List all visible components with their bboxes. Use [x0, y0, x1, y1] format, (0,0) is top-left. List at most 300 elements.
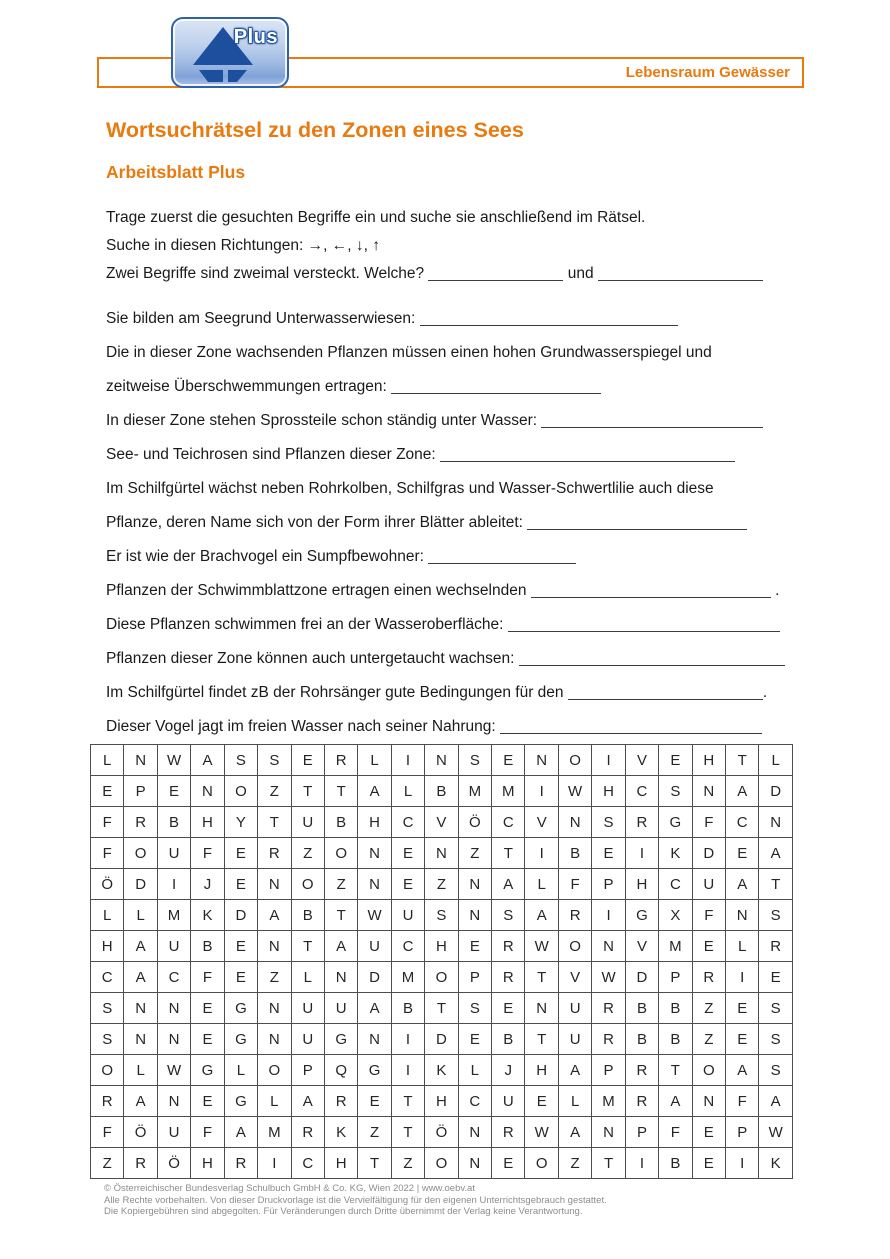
grid-cell: B [191, 931, 224, 962]
grid-cell: M [391, 962, 424, 993]
grid-cell: B [291, 900, 324, 931]
grid-cell: S [258, 745, 291, 776]
grid-cell: S [592, 807, 625, 838]
grid-cell: H [191, 807, 224, 838]
grid-cell: W [157, 745, 190, 776]
grid-row [91, 745, 793, 776]
grid-cell: R [625, 807, 658, 838]
grid-cell: R [124, 1148, 157, 1179]
grid-cell: E [592, 838, 625, 869]
grid-cell: C [659, 869, 692, 900]
grid-cell: E [692, 931, 725, 962]
grid-cell: A [224, 1117, 257, 1148]
grid-cell: B [391, 993, 424, 1024]
grid-cell: N [692, 1086, 725, 1117]
grid-cell: U [291, 993, 324, 1024]
grid-cell: I [391, 1055, 424, 1086]
grid-cell: L [391, 776, 424, 807]
grid-cell: Z [258, 962, 291, 993]
grid-cell: A [324, 931, 357, 962]
grid-cell: A [726, 1055, 759, 1086]
word-search-grid [90, 744, 793, 1179]
grid-cell: T [525, 962, 558, 993]
grid-cell: O [91, 1055, 124, 1086]
line-text: und [563, 265, 598, 282]
grid-cell: Z [391, 1148, 424, 1179]
line-text: Trage zuerst die gesuchten Begriffe ein und suche sie anschließend im Rätsel. [106, 209, 646, 226]
grid-cell: B [157, 807, 190, 838]
grid-cell: I [525, 776, 558, 807]
grid-cell: Z [258, 776, 291, 807]
grid-cell: N [525, 745, 558, 776]
grid-cell: R [324, 745, 357, 776]
grid-cell: L [258, 1086, 291, 1117]
grid-cell: W [525, 931, 558, 962]
grid-cell: D [425, 1024, 458, 1055]
grid-cell: E [391, 869, 424, 900]
grid-cell: Ö [458, 807, 491, 838]
grid-cell: F [692, 807, 725, 838]
grid-cell: D [224, 900, 257, 931]
grid-cell: P [659, 962, 692, 993]
grid-cell: T [759, 869, 792, 900]
line-text: . [770, 582, 780, 599]
grid-cell: P [592, 869, 625, 900]
grid-cell: F [191, 962, 224, 993]
grid-cell: H [358, 807, 391, 838]
grid-cell: F [91, 838, 124, 869]
grid-row [91, 1086, 793, 1117]
grid-cell: M [258, 1117, 291, 1148]
question-line [106, 438, 890, 472]
grid-cell: B [558, 838, 591, 869]
grid-cell: U [324, 993, 357, 1024]
answer-blank[interactable] [391, 379, 601, 394]
grid-cell: D [124, 869, 157, 900]
grid-cell: N [157, 1086, 190, 1117]
line-text: Im Schilfgürtel wächst neben Rohrkolben, Schilfgras und Wasser-Schwertlilie auch diese [106, 480, 714, 497]
grid-cell: B [659, 1148, 692, 1179]
grid-cell: A [759, 1086, 792, 1117]
question-line [106, 404, 890, 438]
grid-cell: T [659, 1055, 692, 1086]
grid-cell: L [458, 1055, 491, 1086]
grid-cell: P [291, 1055, 324, 1086]
grid-row [91, 1024, 793, 1055]
grid-cell: R [324, 1086, 357, 1117]
grid-cell: T [391, 1086, 424, 1117]
grid-cell: L [91, 900, 124, 931]
grid-cell: I [391, 745, 424, 776]
grid-cell: Z [692, 993, 725, 1024]
grid-cell: K [324, 1117, 357, 1148]
line-text: Zwei Begriffe sind zweimal versteckt. Welche? [106, 265, 429, 282]
grid-cell: N [759, 807, 792, 838]
grid-cell: R [625, 1086, 658, 1117]
grid-cell: N [558, 807, 591, 838]
grid-cell: E [726, 1024, 759, 1055]
footer-line: © Österreichischer Bundesverlag Schulbuch GmbH & Co. KG, Wien 2022 | www.oebv.at [104, 1183, 475, 1194]
line-text: . [762, 684, 768, 701]
topic-banner-label: Lebensraum Gewässer [625, 64, 790, 81]
grid-cell: B [625, 993, 658, 1024]
grid-cell: C [291, 1148, 324, 1179]
grid-cell: E [726, 993, 759, 1024]
grid-cell: G [625, 900, 658, 931]
grid-cell: N [458, 900, 491, 931]
question-line [106, 336, 890, 370]
grid-cell: O [324, 838, 357, 869]
line-text: Diese Pflanzen schwimmen frei an der Wasseroberfläche: [106, 616, 508, 633]
grid-cell: R [592, 993, 625, 1024]
grid-cell: S [759, 993, 792, 1024]
grid-cell: I [391, 1024, 424, 1055]
grid-cell: N [458, 869, 491, 900]
grid-cell: R [625, 1055, 658, 1086]
grid-cell: D [358, 962, 391, 993]
grid-cell: G [224, 993, 257, 1024]
grid-cell: N [525, 993, 558, 1024]
grid-cell: B [492, 1024, 525, 1055]
grid-cell: F [659, 1117, 692, 1148]
grid-cell: G [324, 1024, 357, 1055]
grid-cell: T [492, 838, 525, 869]
grid-cell: Ö [91, 869, 124, 900]
grid-cell: Q [324, 1055, 357, 1086]
grid-cell: O [558, 745, 591, 776]
grid-cell: E [224, 931, 257, 962]
grid-cell: V [625, 745, 658, 776]
grid-cell: C [391, 807, 424, 838]
grid-cell: N [157, 993, 190, 1024]
grid-row [91, 776, 793, 807]
line-text: zeitweise Überschwemmungen ertragen: [106, 378, 392, 395]
question-line [106, 642, 890, 676]
grid-cell: L [759, 745, 792, 776]
grid-cell: E [191, 993, 224, 1024]
answer-blank[interactable] [598, 266, 763, 281]
question-line [106, 302, 890, 336]
grid-cell: R [291, 1117, 324, 1148]
answer-blank[interactable] [508, 617, 780, 632]
grid-cell: D [692, 838, 725, 869]
grid-cell: A [124, 962, 157, 993]
grid-cell: G [659, 807, 692, 838]
grid-cell: E [759, 962, 792, 993]
logo-plus-label: Plus [233, 26, 278, 48]
grid-cell: U [358, 931, 391, 962]
intro-line [106, 204, 890, 232]
grid-cell: J [191, 869, 224, 900]
grid-cell: E [224, 838, 257, 869]
grid-cell: T [258, 807, 291, 838]
grid-cell: W [558, 776, 591, 807]
page-title: Wortsuchrätsel zu den Zonen eines Sees [106, 118, 524, 142]
grid-cell: G [358, 1055, 391, 1086]
grid-cell: Y [224, 807, 257, 838]
grid-cell: Z [324, 869, 357, 900]
grid-row [91, 869, 793, 900]
grid-cell: F [692, 900, 725, 931]
grid-cell: P [458, 962, 491, 993]
grid-cell: V [558, 962, 591, 993]
grid-cell: O [224, 776, 257, 807]
grid-cell: L [224, 1055, 257, 1086]
grid-cell: E [458, 1024, 491, 1055]
grid-cell: A [726, 776, 759, 807]
grid-cell: R [558, 900, 591, 931]
grid-cell: M [492, 776, 525, 807]
grid-cell: E [157, 776, 190, 807]
grid-cell: O [124, 838, 157, 869]
grid-cell: C [458, 1086, 491, 1117]
grid-cell: Z [458, 838, 491, 869]
grid-cell: B [425, 776, 458, 807]
grid-cell: A [558, 1117, 591, 1148]
line-text: Suche in diesen Richtungen: →, ←, ↓, ↑ [106, 237, 380, 254]
grid-cell: U [157, 1117, 190, 1148]
grid-cell: S [759, 1055, 792, 1086]
grid-cell: P [124, 776, 157, 807]
grid-cell: C [157, 962, 190, 993]
grid-cell: U [558, 1024, 591, 1055]
grid-cell: G [224, 1086, 257, 1117]
grid-cell: F [726, 1086, 759, 1117]
grid-cell: U [291, 807, 324, 838]
grid-cell: A [492, 869, 525, 900]
question-line [106, 472, 890, 506]
grid-cell: E [91, 776, 124, 807]
grid-cell: N [191, 776, 224, 807]
grid-cell: N [425, 745, 458, 776]
grid-cell: M [659, 931, 692, 962]
grid-cell: Z [358, 1117, 391, 1148]
grid-cell: O [525, 1148, 558, 1179]
grid-cell: T [324, 776, 357, 807]
grid-cell: N [124, 745, 157, 776]
grid-cell: I [726, 1148, 759, 1179]
grid-cell: N [358, 1024, 391, 1055]
grid-cell: X [659, 900, 692, 931]
grid-cell: R [258, 838, 291, 869]
oebv-plus-logo [171, 17, 289, 88]
grid-cell: E [191, 1086, 224, 1117]
grid-cell: A [258, 900, 291, 931]
grid-cell: N [124, 1024, 157, 1055]
grid-cell: E [191, 1024, 224, 1055]
grid-cell: H [525, 1055, 558, 1086]
grid-row [91, 931, 793, 962]
grid-cell: E [692, 1148, 725, 1179]
grid-cell: T [391, 1117, 424, 1148]
grid-cell: R [759, 931, 792, 962]
grid-cell: S [224, 745, 257, 776]
grid-cell: H [425, 931, 458, 962]
grid-cell: N [157, 1024, 190, 1055]
question-line [106, 676, 890, 710]
question-line [106, 710, 890, 744]
grid-cell: V [425, 807, 458, 838]
grid-cell: R [124, 807, 157, 838]
grid-cell: C [726, 807, 759, 838]
grid-cell: S [492, 900, 525, 931]
answer-blank[interactable] [428, 549, 576, 564]
grid-cell: Ö [157, 1148, 190, 1179]
grid-cell: T [324, 900, 357, 931]
grid-cell: I [258, 1148, 291, 1179]
grid-cell: S [91, 1024, 124, 1055]
grid-cell: F [191, 838, 224, 869]
grid-cell: U [391, 900, 424, 931]
footer-line: Alle Rechte vorbehalten. Von dieser Druckvorlage ist die Vervielfältigung für den eigenen Unterrichtsgebrauch gestattet. [104, 1194, 607, 1206]
grid-cell: T [291, 776, 324, 807]
grid-cell: Ö [124, 1117, 157, 1148]
grid-cell: K [191, 900, 224, 931]
question-block [106, 302, 890, 744]
intro-block [106, 204, 890, 288]
grid-cell: A [726, 869, 759, 900]
grid-cell: E [224, 962, 257, 993]
grid-cell: S [659, 776, 692, 807]
grid-cell: T [592, 1148, 625, 1179]
grid-cell: U [291, 1024, 324, 1055]
grid-cell: P [625, 1117, 658, 1148]
grid-cell: O [692, 1055, 725, 1086]
grid-cell: F [558, 869, 591, 900]
grid-cell: E [525, 1086, 558, 1117]
grid-cell: N [324, 962, 357, 993]
grid-cell: A [291, 1086, 324, 1117]
grid-cell: L [525, 869, 558, 900]
grid-cell: P [592, 1055, 625, 1086]
grid-cell: C [492, 807, 525, 838]
grid-cell: L [124, 1055, 157, 1086]
footer-copyright [104, 1183, 890, 1218]
grid-cell: A [191, 745, 224, 776]
grid-cell: H [592, 776, 625, 807]
grid-cell: Z [692, 1024, 725, 1055]
grid-cell: Z [425, 869, 458, 900]
answer-blank[interactable] [531, 583, 771, 598]
footer-line: Die Kopiergebühren sind abgegolten. Für Veränderungen durch Dritte übernimmt der Verlag keine Verantwortung. [104, 1206, 583, 1218]
answer-blank[interactable] [541, 413, 763, 428]
grid-cell: E [458, 931, 491, 962]
grid-cell: A [358, 993, 391, 1024]
question-line [106, 574, 890, 608]
grid-cell: E [692, 1117, 725, 1148]
grid-cell: E [391, 838, 424, 869]
grid-row [91, 1117, 793, 1148]
grid-row [91, 807, 793, 838]
answer-blank[interactable] [527, 515, 747, 530]
question-line [106, 370, 890, 404]
answer-blank[interactable] [440, 447, 735, 462]
grid-cell: I [592, 745, 625, 776]
grid-cell: W [592, 962, 625, 993]
grid-cell: N [726, 900, 759, 931]
grid-cell: U [692, 869, 725, 900]
grid-cell: R [224, 1148, 257, 1179]
grid-cell: I [157, 869, 190, 900]
grid-cell: R [692, 962, 725, 993]
grid-cell: E [291, 745, 324, 776]
grid-cell: B [659, 993, 692, 1024]
grid-cell: H [91, 931, 124, 962]
grid-cell: E [492, 1148, 525, 1179]
grid-cell: F [91, 1117, 124, 1148]
grid-cell: E [224, 869, 257, 900]
answer-blank[interactable] [428, 266, 563, 281]
grid-cell: I [625, 1148, 658, 1179]
grid-cell: W [157, 1055, 190, 1086]
grid-row [91, 962, 793, 993]
grid-cell: H [191, 1148, 224, 1179]
answer-blank[interactable] [568, 685, 763, 700]
grid-cell: T [726, 745, 759, 776]
grid-cell: H [425, 1086, 458, 1117]
answer-blank[interactable] [519, 651, 785, 666]
grid-cell: H [692, 745, 725, 776]
intro-line [106, 260, 890, 288]
answer-blank[interactable] [420, 311, 678, 326]
grid-cell: I [726, 962, 759, 993]
grid-cell: S [91, 993, 124, 1024]
grid-cell: N [592, 1117, 625, 1148]
grid-cell: R [492, 1117, 525, 1148]
grid-cell: E [492, 993, 525, 1024]
grid-cell: A [525, 900, 558, 931]
grid-cell: B [659, 1024, 692, 1055]
grid-cell: V [525, 807, 558, 838]
grid-cell: Ö [425, 1117, 458, 1148]
grid-cell: N [358, 838, 391, 869]
grid-cell: R [492, 962, 525, 993]
grid-cell: O [258, 1055, 291, 1086]
question-line [106, 506, 890, 540]
line-text: See- und Teichrosen sind Pflanzen dieser Zone: [106, 446, 441, 463]
line-text: In dieser Zone stehen Sprossteile schon ständig unter Wasser: [106, 412, 542, 429]
grid-cell: M [592, 1086, 625, 1117]
grid-cell: Z [91, 1148, 124, 1179]
grid-cell: Z [291, 838, 324, 869]
grid-cell: A [659, 1086, 692, 1117]
grid-cell: C [91, 962, 124, 993]
grid-cell: A [759, 838, 792, 869]
grid-cell: L [558, 1086, 591, 1117]
grid-cell: N [124, 993, 157, 1024]
line-text: Pflanze, deren Name sich von der Form ihrer Blätter ableitet: [106, 514, 528, 531]
line-text: Er ist wie der Brachvogel ein Sumpfbewohner: [106, 548, 429, 565]
grid-cell: N [358, 869, 391, 900]
grid-cell: U [492, 1086, 525, 1117]
grid-cell: A [358, 776, 391, 807]
grid-cell: S [458, 993, 491, 1024]
grid-cell: R [91, 1086, 124, 1117]
grid-cell: G [191, 1055, 224, 1086]
grid-cell: N [458, 1148, 491, 1179]
grid-row [91, 1055, 793, 1086]
grid-cell: F [191, 1117, 224, 1148]
line-text: Sie bilden am Seegrund Unterwasserwiesen: [106, 310, 420, 327]
grid-cell: T [358, 1148, 391, 1179]
answer-blank[interactable] [500, 719, 762, 734]
grid-cell: P [726, 1117, 759, 1148]
grid-cell: B [324, 807, 357, 838]
grid-cell: T [525, 1024, 558, 1055]
grid-row [91, 838, 793, 869]
grid-cell: E [726, 838, 759, 869]
grid-cell: N [258, 993, 291, 1024]
